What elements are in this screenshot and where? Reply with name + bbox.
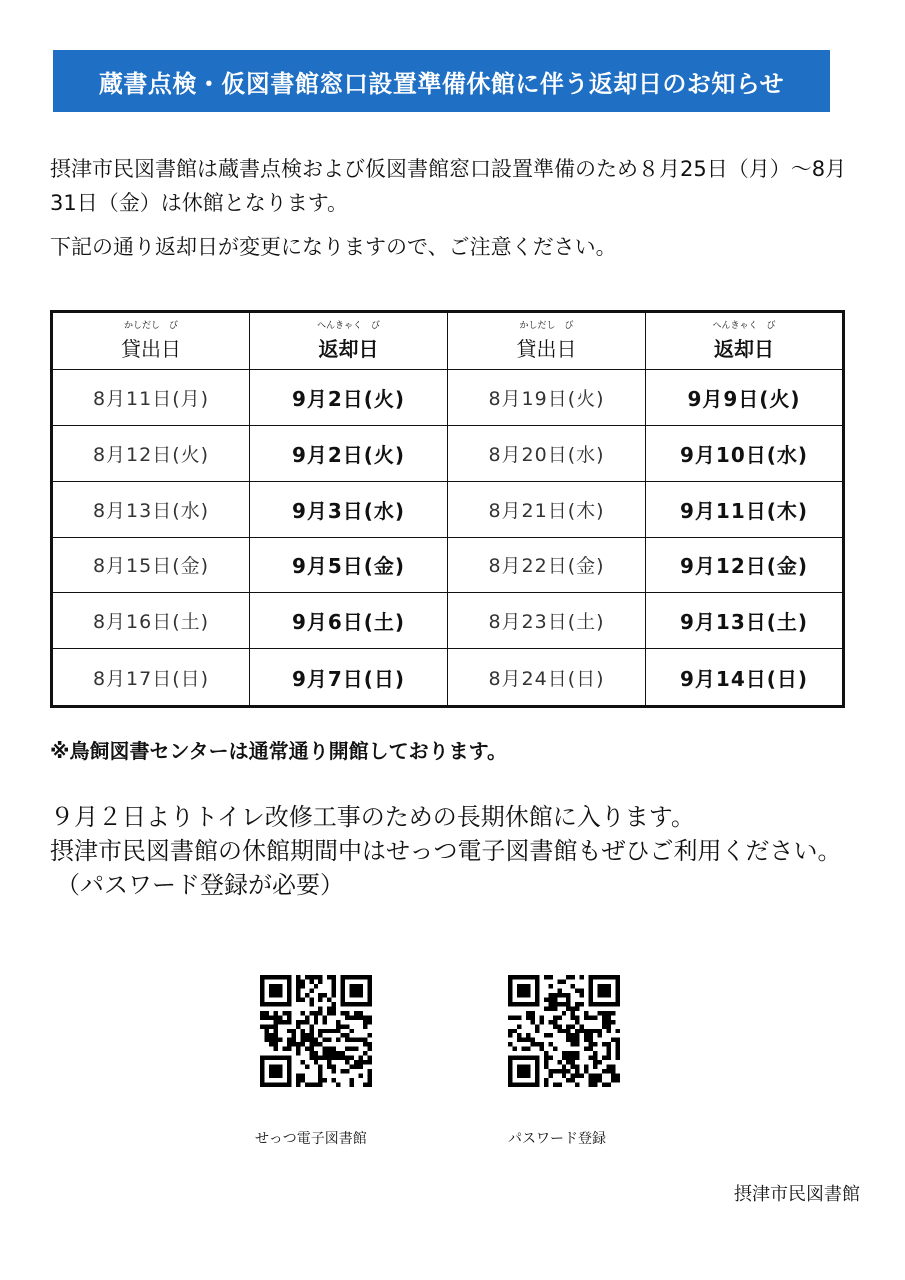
- lend-date-cell: 8月20日(水): [448, 425, 646, 481]
- lend-date-cell: 8月17日(日): [52, 649, 250, 707]
- table-row: [52, 593, 844, 649]
- lend-date-cell: 8月22日(金): [448, 537, 646, 593]
- intro-text: [50, 152, 865, 264]
- header-return-date-1: [250, 312, 448, 370]
- header-ruby: へんきゃく び: [316, 320, 380, 331]
- return-date-cell: 9月11日(木): [646, 481, 844, 537]
- header-ruby: かしだし び: [123, 320, 178, 331]
- intro-line-1: 摂津市民図書館は蔵書点検および仮図書館窓口設置準備のため８月25日（月）～8月31日（金）は休館となります。: [50, 157, 847, 215]
- return-date-cell: 9月5日(金): [250, 537, 448, 593]
- qr-code-icon[interactable]: [260, 975, 372, 1087]
- closure-line-1: ９月２日よりトイレ改修工事のための長期休館に入ります。: [50, 803, 695, 831]
- torikai-note: ※鳥飼図書センターは通常通り開館しております。: [50, 739, 508, 763]
- qr-label-password-registration: パスワード登録: [508, 1131, 606, 1147]
- header-label: 返却日: [714, 336, 774, 361]
- qr-label-ebook-library: せっつ電子図書館: [255, 1131, 367, 1147]
- lend-date-cell: 8月23日(土): [448, 593, 646, 649]
- return-date-cell: 9月12日(金): [646, 537, 844, 593]
- lend-date-cell: 8月24日(日): [448, 649, 646, 707]
- return-date-cell: 9月2日(火): [250, 425, 448, 481]
- page-title: 蔵書点検・仮図書館窓口設置準備休館に伴う返却日のお知らせ: [98, 69, 785, 98]
- closure-line-3: （パスワード登録が必要）: [56, 871, 344, 899]
- closure-notice: [50, 800, 870, 902]
- table-row: [52, 649, 844, 707]
- return-date-cell: 9月13日(土): [646, 593, 844, 649]
- table-row: [52, 370, 844, 426]
- return-date-cell: 9月6日(土): [250, 593, 448, 649]
- intro-line-2: 下記の通り返却日が変更になりますので、ご注意ください。: [50, 235, 617, 259]
- return-date-cell: 9月3日(水): [250, 481, 448, 537]
- lend-date-cell: 8月11日(月): [52, 370, 250, 426]
- return-date-cell: 9月2日(火): [250, 370, 448, 426]
- closure-line-2: 摂津市民図書館の休館期間中はせっつ電子図書館もぜひご利用ください。: [50, 837, 842, 865]
- lend-date-cell: 8月12日(火): [52, 425, 250, 481]
- lend-date-cell: 8月19日(火): [448, 370, 646, 426]
- header-label: 貸出日: [516, 336, 577, 361]
- return-date-cell: 9月7日(日): [250, 649, 448, 707]
- header-return-date-2: [646, 312, 844, 370]
- qr-code-icon[interactable]: [508, 975, 620, 1087]
- table-row: [52, 481, 844, 537]
- header-label: 貸出日: [121, 336, 181, 361]
- title-banner: [53, 50, 830, 112]
- return-date-table: [50, 310, 845, 708]
- header-ruby: かしだし び: [519, 320, 574, 331]
- lend-date-cell: 8月13日(水): [52, 481, 250, 537]
- header-lend-date-2: [448, 312, 646, 370]
- header-ruby: へんきゃく び: [712, 320, 776, 331]
- lend-date-cell: 8月21日(木): [448, 481, 646, 537]
- return-date-cell: 9月9日(火): [646, 370, 844, 426]
- header-lend-date-1: [52, 312, 250, 370]
- table-row: [52, 425, 844, 481]
- header-label: 返却日: [318, 336, 379, 361]
- lend-date-cell: 8月16日(土): [52, 593, 250, 649]
- return-date-cell: 9月10日(水): [646, 425, 844, 481]
- return-date-cell: 9月14日(日): [646, 649, 844, 707]
- table-header-row: [52, 312, 844, 370]
- table-row: [52, 537, 844, 593]
- footer-library-name: 摂津市民図書館: [734, 1184, 860, 1205]
- lend-date-cell: 8月15日(金): [52, 537, 250, 593]
